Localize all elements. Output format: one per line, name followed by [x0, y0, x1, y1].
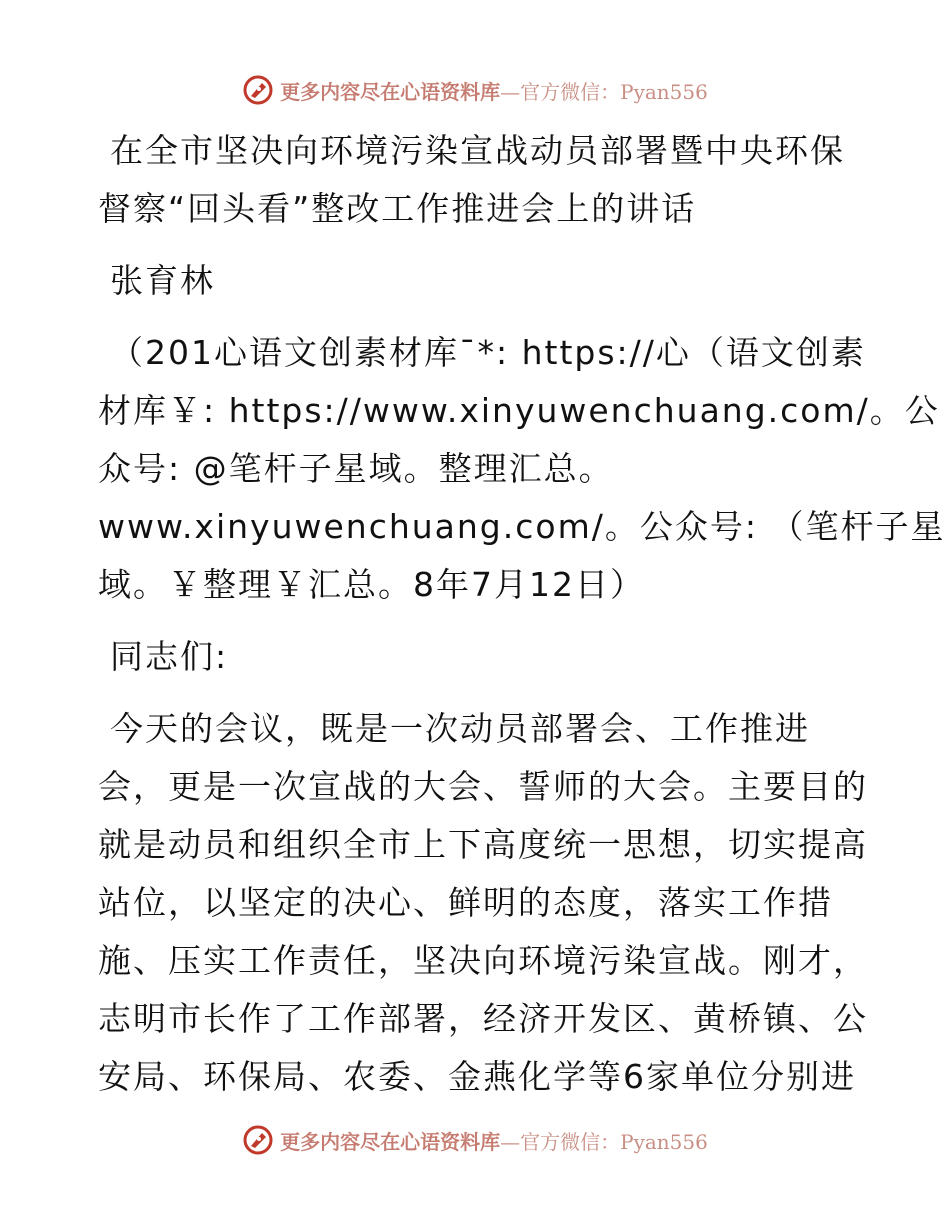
doc-author: 张育林 — [110, 261, 215, 300]
doc-note-line-5: 域。￥整理￥汇总。8年7月12日） — [98, 565, 645, 604]
doc-para-line-2: 会，更是一次宣战的大会、誓师的大会。主要目的 — [98, 767, 868, 806]
doc-para-line-4: 站位，以坚定的决心、鲜明的态度，落实工作措 — [98, 883, 833, 922]
doc-note-line-4: www.xinyuwenchuang.com/。公众号: （笔杆子星 — [98, 507, 946, 546]
header-banner — [0, 70, 950, 110]
doc-para-line-5: 施、压实工作责任，坚决向环境污染宣战。刚才， — [98, 941, 868, 980]
banner-rest: 官方微信：Pyan556 — [520, 79, 708, 104]
doc-note-line-3: 众号: @笔杆子星域。整理汇总。 — [98, 449, 614, 488]
banner-rest: 官方微信：Pyan556 — [520, 1129, 708, 1154]
document-body — [98, 122, 946, 1106]
doc-para-line-3: 就是动员和组织全市上下高度统一思想，切实提高 — [98, 825, 868, 864]
banner-dash: — — [500, 79, 521, 104]
banner-dash: — — [500, 1129, 521, 1154]
banner-text — [280, 76, 708, 105]
pen-nib-logo-icon — [242, 1124, 274, 1156]
doc-title-line-1: 在全市坚决向环境污染宣战动员部署暨中央环保 — [110, 131, 845, 170]
doc-para-line-7: 安局、环保局、农委、金燕化学等6家单位分别进 — [98, 1057, 856, 1096]
doc-title-line-2: 督察“回头看”整改工作推进会上的讲话 — [98, 189, 697, 228]
doc-para-line-6: 志明市长作了工作部署，经济开发区、黄桥镇、公 — [98, 999, 868, 1038]
doc-note-line-1: （201心语文创素材库¯*: https://心（语文创素 — [110, 333, 866, 372]
footer-banner — [0, 1120, 950, 1160]
doc-note-line-2: 材库￥: https://www.xinyuwenchuang.com/。公 — [98, 391, 940, 430]
doc-salutation: 同志们: — [110, 637, 229, 676]
doc-para-line-1: 今天的会议，既是一次动员部署会、工作推进 — [110, 709, 810, 748]
banner-text — [280, 1126, 708, 1155]
banner-lead: 更多内容尽在心语资料库 — [280, 1129, 501, 1154]
banner-lead: 更多内容尽在心语资料库 — [280, 79, 501, 104]
pen-nib-logo-icon — [242, 74, 274, 106]
